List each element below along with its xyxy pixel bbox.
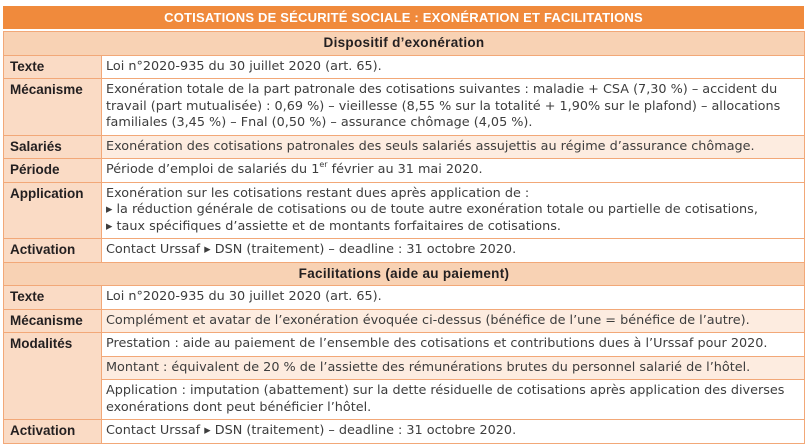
bullet-line: ▸ la réduction générale de cotisations ou de toute autre exonération totale ou partielle de cotisations,	[106, 202, 758, 217]
row-mecanisme	[4, 309, 805, 333]
value-periode	[102, 159, 805, 183]
value-application	[102, 182, 805, 239]
value-salaries	[102, 135, 805, 159]
value-line: Exonération sur les cotisations restant dues après application de :	[106, 185, 530, 201]
value-line: Exonération des cotisations patronales des seuls salariés assujettis au régime d’assurance chômage.	[106, 138, 755, 154]
value-activation	[102, 420, 805, 444]
row-mecanisme	[4, 79, 805, 136]
row-modalites-prestation	[4, 333, 805, 357]
value-montant	[102, 356, 805, 380]
contributions-table	[3, 31, 805, 444]
value-line: Application : imputation (abattement) sur la dette résiduelle de cotisations après application des diverses	[106, 383, 785, 398]
value-texte	[102, 286, 805, 310]
section-heading-exoneration: Dispositif d’exonération	[4, 32, 805, 56]
value-line: Contact Urssaf ▸ DSN (traitement) – deadline : 31 octobre 2020.	[106, 423, 517, 438]
ordinal-superscript: er	[319, 160, 328, 169]
table-title: COTISATIONS DE SÉCURITÉ SOCIALE : EXONÉRATION ET FACILITATIONS	[3, 6, 804, 29]
value-line: familiales (3,45 %) – Fnal (0,50 %) – assurance chômage (4,05 %).	[106, 115, 533, 130]
value-prestation	[102, 333, 805, 357]
label-texte: Texte	[4, 55, 102, 79]
row-texte	[4, 286, 805, 310]
section-row-exoneration	[4, 32, 805, 56]
value-line: Prestation : aide au paiement de l’ensemble des cotisations et contributions dues à l’Urssaf pour 2020.	[106, 336, 768, 351]
value-line: Complément et avatar de l’exonération évoquée ci-dessus (bénéfice de l’une = bénéfice de l’autre).	[106, 312, 750, 328]
row-modalites-application	[4, 380, 805, 420]
row-activation	[4, 420, 805, 444]
label-activation: Activation	[4, 239, 102, 263]
periode-text-start: Période d’emploi de salariés du 1	[106, 162, 320, 177]
table-body	[4, 32, 805, 444]
label-salaries: Salariés	[4, 135, 102, 159]
label-activation: Activation	[4, 420, 102, 444]
label-texte: Texte	[4, 286, 102, 310]
value-texte	[102, 55, 805, 79]
value-imputation	[102, 380, 805, 420]
value-line: travail (part mutualisée) : 0,69 %) – vieillesse (8,55 % sur la totalité + 1,90% sur le plafond) – allocations	[106, 98, 781, 114]
value-line: Exonération totale de la part patronale des cotisations suivantes : maladie + CSA (7,30 %) – accident du	[106, 82, 778, 97]
value-line: exonérations dont peut bénéficier l’hôtel.	[106, 399, 372, 415]
label-application: Application	[4, 182, 102, 239]
row-salaries	[4, 135, 805, 159]
row-modalites-montant	[4, 356, 805, 380]
value-mecanisme	[102, 79, 805, 136]
row-activation	[4, 239, 805, 263]
row-texte	[4, 55, 805, 79]
document-page	[3, 6, 804, 444]
bullet-line: ▸ taux spécifiques d’assiette et de montants forfaitaires de cotisations.	[106, 218, 561, 234]
value-line: Loi n°2020-935 du 30 juillet 2020 (art. 65).	[106, 289, 382, 304]
label-mecanisme: Mécanisme	[4, 79, 102, 136]
label-periode: Période	[4, 159, 102, 183]
value-line: Loi n°2020-935 du 30 juillet 2020 (art. 65).	[106, 58, 382, 74]
value-mecanisme	[102, 309, 805, 333]
periode-text-end: février au 31 mai 2020.	[327, 162, 483, 177]
section-row-facilitations	[4, 262, 805, 286]
value-activation	[102, 239, 805, 263]
value-line: Contact Urssaf ▸ DSN (traitement) – deadline : 31 octobre 2020.	[106, 242, 517, 257]
value-line: Montant : équivalent de 20 % de l’assiette des rémunérations brutes du personnel salarié de l’hôtel.	[106, 359, 751, 375]
value-line	[106, 162, 800, 179]
label-mecanisme: Mécanisme	[4, 309, 102, 333]
row-periode	[4, 159, 805, 183]
section-heading-facilitations: Facilitations (aide au paiement)	[4, 262, 805, 286]
row-application	[4, 182, 805, 239]
label-modalites: Modalités	[4, 333, 102, 420]
